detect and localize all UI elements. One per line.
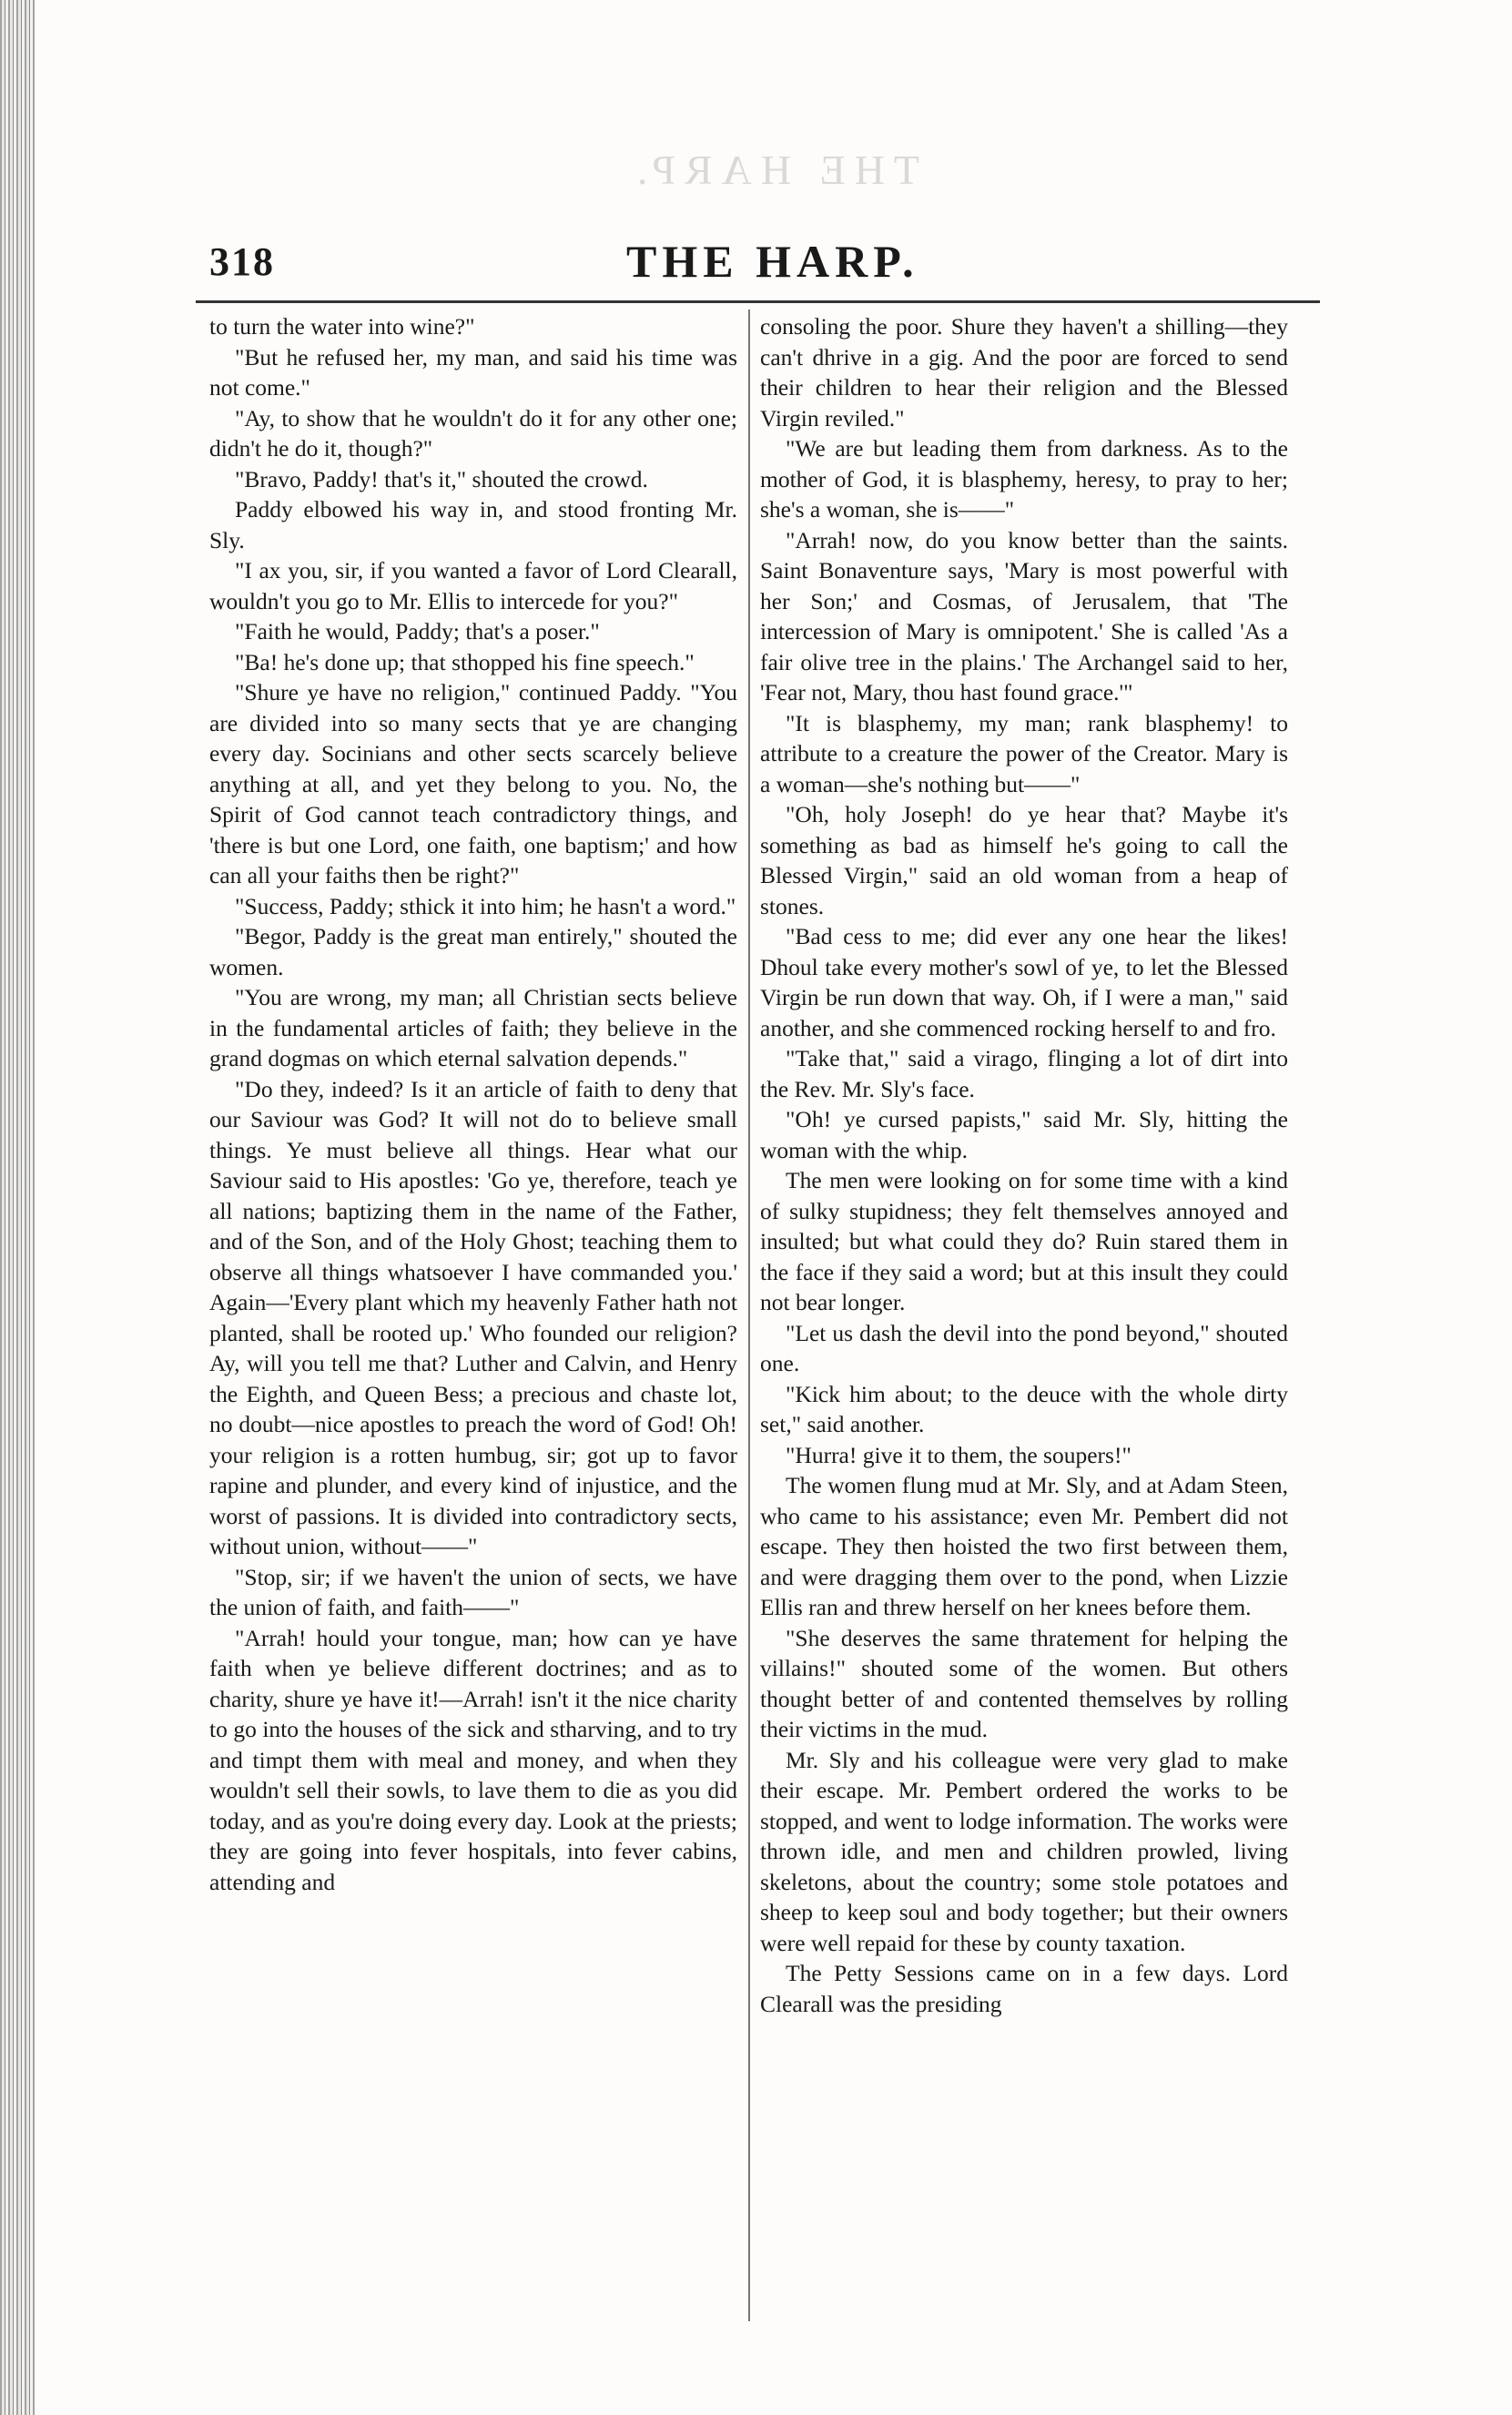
paragraph: "It is blasphemy, my man; rank blasphemy! to attribute to a creature the power of the Creator. Mary is a woman—she's nothing but——" (760, 709, 1288, 797)
paragraph: "Take that," said a virago, flinging a lot of dirt into the Rev. Mr. Sly's face. (760, 1045, 1288, 1102)
paragraph: consoling the poor. Shure they haven't a shilling—they can't dhrive in a gig. And the poor are forced to send their children to hear their religion and the Blessed Virgin reviled." (760, 313, 1288, 431)
paragraph: "Faith he would, Paddy; that's a poser." (235, 618, 600, 644)
page-header (209, 238, 1311, 293)
right-column (760, 311, 1288, 2019)
paragraph: "But he refused her, my man, and said his time was not come." (209, 343, 737, 401)
column-divider (748, 309, 750, 2321)
running-title: THE HARP. (626, 236, 919, 287)
left-column (209, 311, 737, 1897)
paragraph: Paddy elbowed his way in, and stood fronting Mr. Sly. (209, 496, 737, 553)
paragraph: "Bad cess to me; did ever any one hear the likes! Dhoul take every mother's sowl of ye, to let the Blessed Virgin be run down that way. Oh, if I were a man," said another, and she commenced rocking herself to and fro. (760, 923, 1288, 1041)
paragraph: "Let us dash the devil into the pond beyond," shouted one. (760, 1319, 1288, 1376)
paragraph: "Ba! he's done up; that sthopped his fine speech." (235, 648, 695, 675)
paragraph: "We are but leading them from darkness. As to the mother of God, it is blasphemy, heresy, to pray to her; she's a woman, she is——" (760, 435, 1288, 523)
paragraph: "Success, Paddy; sthick it into him; he hasn't a word." (235, 892, 736, 919)
paragraph: "Kick him about; to the deuce with the whole dirty set," said another. (760, 1380, 1288, 1437)
page-number: 318 (209, 239, 275, 284)
paragraph: The men were looking on for some time with a kind of sulky stupidness; they felt themselves annoyed and insulted; but what could they do? Ruin stared them in the face if they said a word; but at this insult they could not bear longer. (760, 1167, 1288, 1315)
paragraph: "Hurra! give it to them, the soupers!" (786, 1441, 1131, 1468)
paragraph: "Ay, to show that he wouldn't do it for any other one; didn't he do it, though?" (209, 404, 737, 462)
paragraph: "Arrah! now, do you know better than the saints. Saint Bonaventure says, 'Mary is most powerful with her Son;' and Cosmas, of Jerusalem, that 'The intercession of Mary is omnipotent.' She is called 'As a fair olive tree in the plains.' The Archangel said to her, 'Fear not, Mary, thou hast found grace.'" (760, 526, 1288, 705)
paragraph: "Arrah! hould your tongue, man; how can ye have faith when ye believe different doctrines; and as to charity, shure ye have it!—Arrah! isn't it the nice charity to go into the houses of the sick and stharving, and to try and timpt them with meal and money, and when they wouldn't sell their sowls, to lave them to die as you did today, and as you're doing every day. Look at the priests; they are going into fever hospitals, into fever cabins, attending and (209, 1624, 737, 1895)
header-rule (196, 300, 1320, 303)
paragraph: The Petty Sessions came on in a few days. Lord Clearall was the presiding (760, 1960, 1288, 2017)
paragraph: "I ax you, sir, if you wanted a favor of Lord Clearall, wouldn't you go to Mr. Ellis to intercede for you?" (209, 557, 737, 614)
paragraph: "Stop, sir; if we haven't the union of sects, we have the union of faith, and faith——" (209, 1563, 737, 1620)
paragraph: "Shure ye have no religion," continued Paddy. "You are divided into so many sects that ye are changing every day. Socinians and other sects scarcely believe anything at all, and yet they belong to you. No, the Spirit of God cannot teach contradictory things, and 'there is but one Lord, one faith, one baptism;' and how can all your faiths then be right?" (209, 679, 737, 888)
paragraph: "Oh, holy Joseph! do ye hear that? Maybe it's something as bad as himself he's going to call the Blessed Virgin," said an old woman from a heap of stones. (760, 801, 1288, 919)
bleed-through-title: THE HARP. (627, 147, 920, 193)
paragraph: "Do they, indeed? Is it an article of faith to deny that our Saviour was God? It will not do to believe small things. Ye must believe all things. Hear what our Saviour said to His apostles: 'Go ye, therefore, teach ye all nations; baptizing them in the name of the Father, and of the Son, and of the Holy Ghost; teaching them to observe all things whatsoever I have commanded you.' Again—'Every plant which my heavenly Father hath not planted, shall be rooted up.' Who founded our religion? Ay, will you tell me that? Luther and Calvin, and Henry the Eighth, and Queen Bess; a precious and chaste lot, no doubt—nice apostles to preach the word of God! Oh! your religion is a rotten humbug, sir; got up to favor rapine and plunder, and every kind of injustice, and the worst of passions. It is divided into contradictory sects, without union, without——" (209, 1075, 737, 1559)
paragraph: "Bravo, Paddy! that's it," shouted the crowd. (235, 465, 648, 492)
paragraph: "You are wrong, my man; all Christian sects believe in the fundamental articles of faith; they believe in the grand dogmas on which eternal salvation depends." (209, 984, 737, 1071)
paragraph: to turn the water into wine?" (209, 313, 475, 340)
paragraph: "Begor, Paddy is the great man entirely," shouted the women. (209, 923, 737, 980)
book-binding-edge (0, 0, 35, 2415)
paragraph: Mr. Sly and his colleague were very glad to make their escape. Mr. Pembert ordered the works to be stopped, and went to lodge information. The works were thrown idle, and men and children prowled, living skeletons, about the country; some stole potatoes and sheep to keep soul and body together; but their owners were well repaid for these by county taxation. (760, 1746, 1288, 1956)
paragraph: "She deserves the same thratement for helping the villains!" shouted some of the women. But others thought better of and contented themselves by rolling their victims in the mud. (760, 1624, 1288, 1742)
paragraph: "Oh! ye cursed papists," said Mr. Sly, hitting the woman with the whip. (760, 1106, 1288, 1163)
paragraph: The women flung mud at Mr. Sly, and at Adam Steen, who came to his assistance; even Mr. Pembert did not escape. They then hoisted the two first between them, and were dragging them over to the pond, when Lizzie Ellis ran and threw herself on her knees before them. (760, 1472, 1288, 1620)
